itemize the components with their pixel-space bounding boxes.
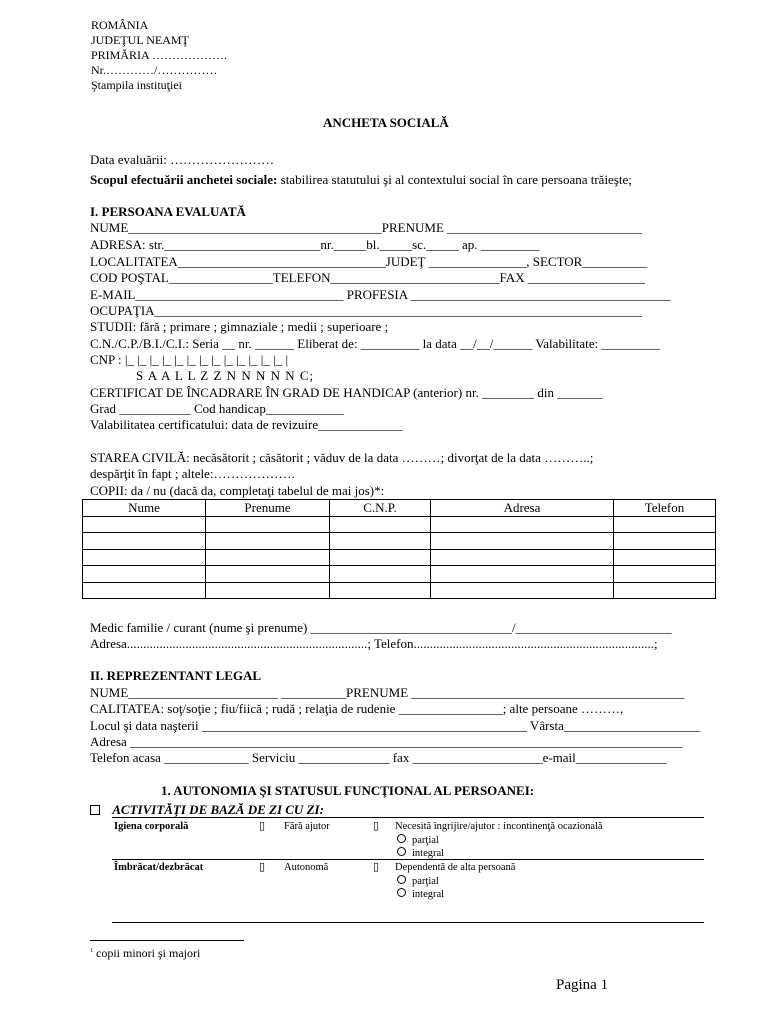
col-header-nume: Nume	[83, 500, 206, 517]
footnote	[90, 946, 200, 961]
header-stamp: Ştampila instituţiei	[91, 78, 182, 92]
document-title: ANCHETA SOCIALĂ	[323, 115, 449, 130]
row2-option1: Autonomă	[284, 862, 329, 873]
table-cell[interactable]	[431, 533, 614, 550]
doctor-address: Adresa..........................................................................; Telefon..........................................................................;	[90, 636, 658, 651]
doctor-line: Medic familie / curant (nume şi prenume) _______________________________/________________________	[90, 620, 672, 635]
table-cell[interactable]	[206, 566, 330, 583]
table-cell[interactable]	[614, 533, 716, 550]
purpose-label: Scopul efectuării anchetei sociale:	[90, 172, 278, 187]
table-cell[interactable]	[206, 533, 330, 550]
field-locality: LOCALITATEA________________________________JUDEŢ _______________, SECTOR__________	[90, 254, 648, 269]
field-postal: COD POŞTAL________________TELEFON__________________________FAX __________________	[90, 270, 645, 285]
radio-icon[interactable]	[397, 888, 406, 897]
table-cell[interactable]	[83, 549, 206, 566]
activities-row	[90, 802, 324, 818]
missing-glyph-icon[interactable]: ▯	[259, 819, 266, 832]
table-cell[interactable]	[431, 516, 614, 533]
row2-option2: Dependentă de alta persoană	[395, 862, 516, 873]
field-occupation: OCUPAŢIA___________________________________________________________________________	[90, 303, 643, 318]
col-header-prenume: Prenume	[206, 500, 330, 517]
field-cnp: CNP : |_ |_ |_ |_ |_ |_ |_ |_ |_ |_ |_ |_ |_ |	[90, 352, 289, 367]
missing-glyph-icon[interactable]: ▯	[373, 860, 380, 873]
radio-icon[interactable]	[397, 875, 406, 884]
header-number: Nr.…………/……………	[91, 63, 218, 77]
rep-phone: Telefon acasa _____________ Serviciu ______________ fax ____________________e-mail______________	[90, 750, 667, 765]
table-cell[interactable]	[330, 566, 431, 583]
divider	[112, 859, 704, 860]
footnote-text: copii minori şi majori	[96, 946, 201, 960]
table-header-row	[83, 500, 716, 517]
table-cell[interactable]	[614, 516, 716, 533]
table-cell[interactable]	[431, 566, 614, 583]
row2-sub1[interactable]	[397, 875, 439, 887]
purpose-line	[90, 172, 632, 188]
missing-glyph-icon[interactable]: ▯	[259, 860, 266, 873]
header-city-hall: PRIMĂRIA ……………….	[91, 48, 228, 62]
row1-option1: Fără ajutor	[284, 821, 330, 832]
divider	[112, 922, 704, 923]
table-cell[interactable]	[206, 549, 330, 566]
table-row	[83, 549, 716, 566]
section3-heading: 1. AUTONOMIA ŞI STATUSUL FUNCŢIONAL AL PERSOANEI:	[161, 783, 535, 798]
children-table	[82, 499, 716, 599]
divider	[112, 817, 704, 818]
table-cell[interactable]	[330, 533, 431, 550]
rep-name: NUME_______________________ __________PRENUME __________________________________________	[90, 685, 685, 700]
civil-status-2: despărţit în fapt ; altele:……………….	[90, 466, 295, 481]
row1-label: Igiena corporală	[114, 821, 189, 832]
header-country: ROMÂNIA	[91, 18, 149, 32]
cnp-legend: S A A L L Z Z N N N N N C;	[136, 368, 315, 383]
eval-date: Data evaluării: ……………………	[90, 152, 275, 167]
rep-quality: CALITATEA: soţ/soţie ; fiu/fiică ; rudă ; relaţia de rudenie ________________; alte persoane ………,	[90, 701, 624, 716]
field-grade: Grad ___________ Cod handicap____________	[90, 401, 344, 416]
table-cell[interactable]	[614, 566, 716, 583]
table-row	[83, 582, 716, 599]
row2-sub2[interactable]	[397, 888, 444, 900]
table-row	[83, 566, 716, 583]
table-cell[interactable]	[431, 582, 614, 599]
field-studies: STUDII: fără ; primare ; gimnaziale ; medii ; superioare ;	[90, 319, 389, 334]
row2-sub1-label: parţial	[412, 876, 439, 887]
footnote-mark: 1	[90, 948, 93, 954]
children-line: COPII: da / nu (dacă da, completaţi tabelul de mai jos)*:	[90, 483, 385, 498]
table-cell[interactable]	[431, 549, 614, 566]
field-address: ADRESA: str.________________________nr._____bl._____sc._____ ap. _________	[90, 237, 540, 252]
table-cell[interactable]	[83, 533, 206, 550]
table-cell[interactable]	[614, 549, 716, 566]
purpose-text: stabilirea statutului şi al contextului social în care persoana trăieşte;	[280, 172, 632, 187]
table-cell[interactable]	[330, 582, 431, 599]
section2-heading: II. REPREZENTANT LEGAL	[90, 668, 262, 683]
row2-sub2-label: integral	[412, 889, 445, 900]
activities-label: ACTIVITĂŢI DE BAZĂ DE ZI CU ZI:	[112, 802, 324, 817]
missing-glyph-icon[interactable]: ▯	[373, 819, 380, 832]
table-cell[interactable]	[330, 549, 431, 566]
footnote-divider	[90, 940, 244, 941]
row1-option2: Necesită îngrijire/ajutor : incontinenţă ocazională	[395, 821, 603, 832]
row1-sub1[interactable]	[397, 834, 439, 846]
row1-sub2[interactable]	[397, 847, 444, 859]
header-county: JUDEŢUL NEAMŢ	[91, 33, 189, 47]
table-cell[interactable]	[206, 516, 330, 533]
field-handicap: CERTIFICAT DE ÎNCADRARE ÎN GRAD DE HANDICAP (anterior) nr. ________ din _______	[90, 385, 603, 400]
col-header-adresa: Adresa	[431, 500, 614, 517]
row1-sub2-label: integral	[412, 848, 445, 859]
row2-label: Îmbrăcat/dezbrăcat	[114, 862, 204, 873]
page-number: Pagina 1	[556, 977, 609, 993]
table-row	[83, 533, 716, 550]
field-id-card: C.N./C.P./B.I./C.I.: Seria __ nr. ______ Eliberat de: _________ la data __/__/______ Valabilitate: _________	[90, 336, 660, 351]
table-cell[interactable]	[330, 516, 431, 533]
table-cell[interactable]	[83, 582, 206, 599]
table-cell[interactable]	[206, 582, 330, 599]
rep-birth: Locul şi data naşterii __________________________________________________ Vârsta_____________________	[90, 718, 701, 733]
row1-sub1-label: parţial	[412, 835, 439, 846]
col-header-telefon: Telefon	[614, 500, 716, 517]
field-email: E-MAIL________________________________ PROFESIA ________________________________________	[90, 287, 671, 302]
radio-icon[interactable]	[397, 847, 406, 856]
table-cell[interactable]	[614, 582, 716, 599]
field-validity: Valabilitatea certificatului: data de revizuire_____________	[90, 417, 403, 432]
section1-heading: I. PERSOANA EVALUATĂ	[90, 204, 246, 219]
field-name: NUME_______________________________________PRENUME ______________________________	[90, 220, 643, 235]
table-cell[interactable]	[83, 566, 206, 583]
civil-status: STAREA CIVILĂ: necăsătorit ; căsătorit ; văduv de la data ………; divorţat de la data ………..;	[90, 450, 594, 465]
table-cell[interactable]	[83, 516, 206, 533]
table-row	[83, 516, 716, 533]
checkbox-icon[interactable]	[90, 805, 100, 815]
radio-icon[interactable]	[397, 834, 406, 843]
rep-address: Adresa _____________________________________________________________________________________	[90, 734, 683, 749]
col-header-cnp: C.N.P.	[330, 500, 431, 517]
